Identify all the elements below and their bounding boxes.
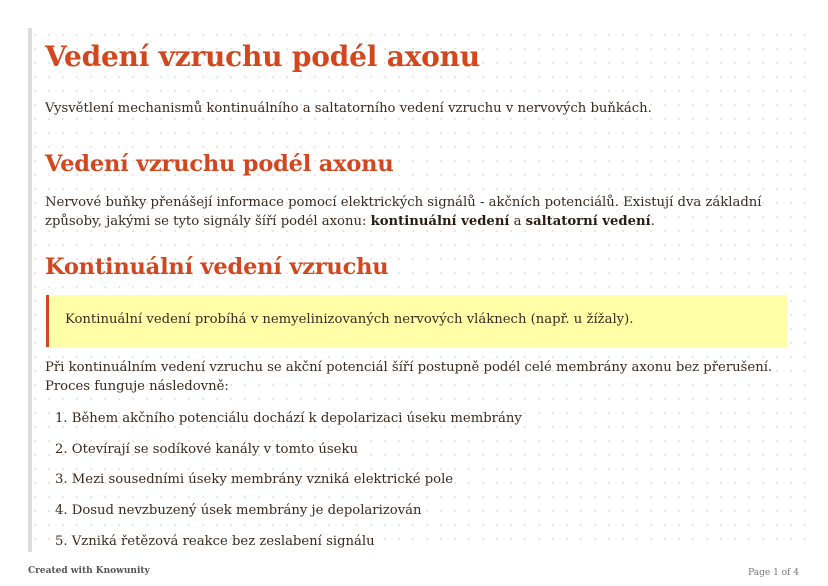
section-heading-vedeni: Vedení vzruchu podél axonu [45,151,394,177]
bold-term-continuous: kontinuální vedení [370,214,510,229]
intro-conjunction: a [509,214,526,229]
highlight-callout [46,295,787,347]
list-item: 1. Během akčního potenciálu dochází k depolarizaci úseku membrány [55,411,522,426]
list-item: 4. Dosud nevzbuzený úsek membrány je depolarizován [55,503,422,518]
callout-text: Kontinuální vedení probíhá v nemyelinizovaných nervových vláknech (např. u žížaly). [65,312,634,327]
list-item: 2. Otevírají se sodíkové kanály v tomto úseku [55,442,358,457]
intro-text: Nervové buňky přenášejí informace pomocí elektrických signálů - akčních potenciálů. Existují dva základní způsoby, jakými se tyto signály šíří podél axonu: [45,195,762,229]
bold-term-saltatory: saltatorní vedení [525,214,651,229]
list-item: 3. Mezi sousedními úseky membrány vzniká elektrické pole [55,472,454,487]
page-indicator: Page 1 of 4 [748,568,799,578]
list-item: 5. Vzniká řetězová reakce bez zeslabení signálu [55,534,375,549]
page-title: Vedení vzruchu podél axonu [45,40,480,73]
page-subtitle: Vysvětlení mechanismů kontinuálního a saltatorního vedení vzruchu v nervových buňkách. [45,101,652,116]
section-paragraph-intro [45,193,791,231]
document-page [28,28,810,552]
page-left-border [28,28,32,552]
intro-period: . [650,214,655,229]
section-paragraph-process: Při kontinuálním vedení vzruchu se akční potenciál šíří postupně podél celé membrány axonu bez přerušení. Proces funguje následovně: [45,360,773,394]
footer-credit: Created with Knowunity [28,566,150,576]
section-heading-kontinualni: Kontinuální vedení vzruchu [45,254,389,280]
